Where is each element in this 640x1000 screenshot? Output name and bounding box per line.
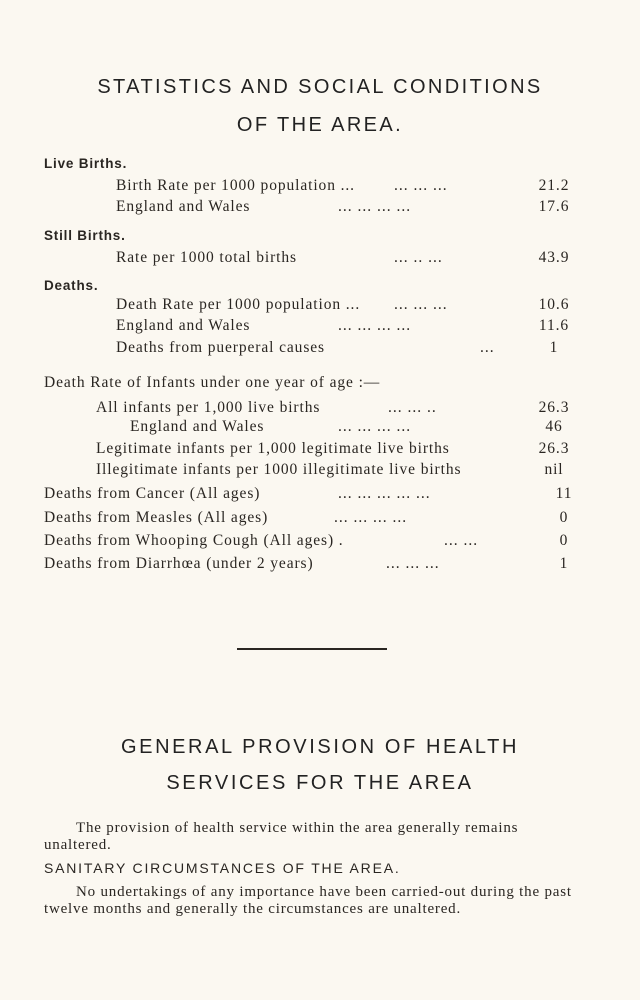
row-label: Legitimate infants per 1,000 legitimate live births: [96, 440, 450, 457]
table-row: [96, 438, 600, 460]
row-value: 0: [559, 532, 569, 549]
row-leader-dots: ...: [480, 339, 495, 356]
row-value: 10.6: [538, 296, 570, 313]
section-title-line-1: GENERAL PROVISION OF HEALTH: [120, 736, 520, 758]
live-births-heading: Live Births.: [44, 156, 128, 171]
row-value: 0: [559, 509, 569, 526]
row-leader-dots: ... ... ... ...: [338, 198, 412, 215]
row-value: 1: [559, 555, 569, 572]
table-row: [44, 553, 600, 575]
row-label: Deaths from puerperal causes: [116, 339, 325, 356]
row-value: 11.6: [538, 317, 570, 334]
row-leader-dots: ... ... ... ... ...: [338, 485, 431, 502]
table-row: [116, 247, 600, 269]
page-title-line-1: STATISTICS AND SOCIAL CONDITIONS: [97, 76, 543, 98]
table-row: [116, 294, 600, 316]
table-row: [44, 507, 600, 529]
deaths-heading: Deaths.: [44, 278, 99, 293]
row-label: Deaths from Measles (All ages): [44, 509, 269, 526]
row-label: Death Rate per 1000 population ...: [116, 296, 361, 313]
row-value: 26.3: [538, 399, 570, 416]
table-row: [116, 196, 600, 218]
row-label: Death Rate of Infants under one year of age :—: [44, 374, 381, 391]
row-label: England and Wales: [130, 418, 265, 435]
page-title-line-2: OF THE AREA.: [236, 114, 404, 136]
table-row: [96, 459, 600, 481]
row-value: 26.3: [538, 440, 570, 457]
paragraph-provision: The provision of health service within the area generally remains unaltered.: [44, 820, 519, 853]
row-value: nil: [544, 461, 564, 478]
row-leader-dots: ... ... ... ...: [338, 418, 412, 435]
row-label: Deaths from Diarrhœa (under 2 years): [44, 555, 314, 572]
row-label: All infants per 1,000 live births: [96, 399, 321, 416]
table-row: [116, 337, 600, 359]
section-title-line-2: SERVICES FOR THE AREA: [166, 772, 474, 794]
row-label: Deaths from Whooping Cough (All ages) .: [44, 532, 344, 549]
row-label: Rate per 1000 total births: [116, 249, 297, 266]
row-label: England and Wales: [116, 317, 251, 334]
sanitary-subheading: SANITARY CIRCUMSTANCES OF THE AREA.: [44, 860, 401, 876]
row-value: 1: [549, 339, 559, 356]
table-row: [44, 530, 600, 552]
table-row: [44, 483, 600, 505]
row-label: Deaths from Cancer (All ages): [44, 485, 261, 502]
row-label: England and Wales: [116, 198, 251, 215]
table-row: [116, 175, 600, 197]
row-label: Illegitimate infants per 1000 illegitimate live births: [96, 461, 462, 478]
still-births-heading: Still Births.: [44, 228, 126, 243]
row-leader-dots: ... ... ...: [386, 555, 440, 572]
paragraph-sanitary: No undertakings of any importance have been carried-out during the past twelve months and generally the circumstances are unaltered.: [44, 884, 572, 917]
row-leader-dots: ... ... ..: [388, 399, 437, 416]
row-value: 17.6: [538, 198, 570, 215]
table-row: [116, 315, 600, 337]
row-value: 46: [545, 418, 563, 435]
table-row: [130, 416, 600, 438]
row-leader-dots: ... .. ...: [394, 249, 443, 266]
row-value: 11: [555, 485, 573, 502]
row-value: 21.2: [538, 177, 570, 194]
row-leader-dots: ... ... ...: [394, 177, 448, 194]
row-leader-dots: ... ... ... ...: [338, 317, 412, 334]
infant-mortality-heading: [44, 372, 600, 394]
row-value: 43.9: [538, 249, 570, 266]
row-leader-dots: ... ... ... ...: [334, 509, 408, 526]
row-label: Birth Rate per 1000 population ...: [116, 177, 355, 194]
section-divider: [237, 648, 387, 650]
row-leader-dots: ... ... ...: [394, 296, 448, 313]
row-leader-dots: ... ...: [444, 532, 479, 549]
